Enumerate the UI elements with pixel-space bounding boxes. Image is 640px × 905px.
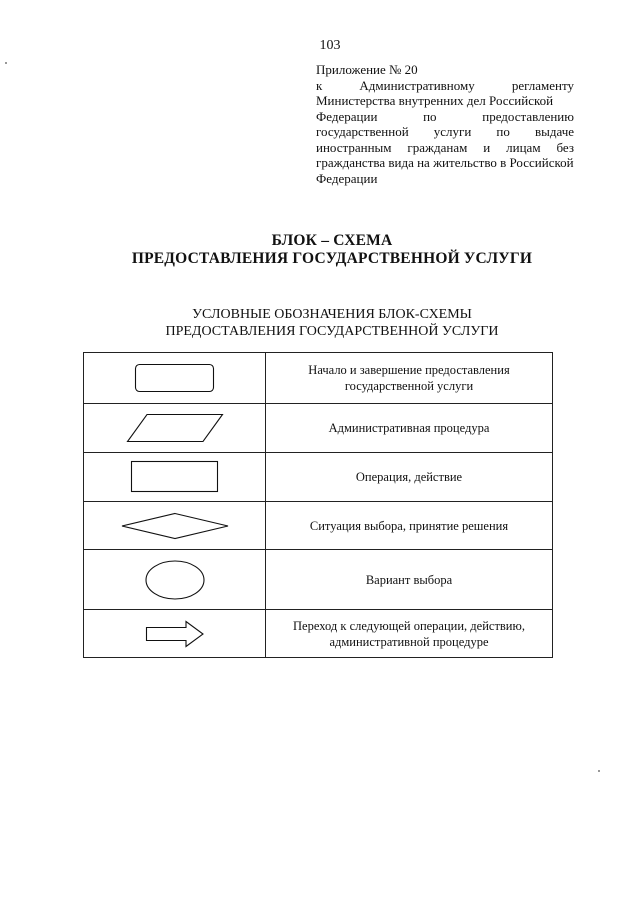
annex-header: [316, 62, 574, 186]
diamond-icon: [119, 511, 231, 541]
legend-description: Переход к следующей операции, действию, административной процедуре: [266, 610, 553, 658]
annex-word: выдаче: [534, 124, 574, 139]
legend-table: [83, 352, 553, 658]
title-line-1: БЛОК – СХЕМА: [271, 232, 393, 249]
annex-line: [316, 109, 574, 125]
annex-word: регламенту: [511, 77, 574, 93]
annex-word: Федерации: [316, 108, 378, 124]
annex-word: государственной: [316, 124, 409, 139]
annex-word: по: [423, 108, 437, 124]
title-line-2: ПРЕДОСТАВЛЕНИЯ ГОСУДАРСТВЕННОЙ УСЛУГИ: [131, 250, 533, 267]
legend-description: Ситуация выбора, принятие решения: [266, 502, 553, 550]
scan-speck: [598, 770, 600, 772]
legend-row: [84, 453, 553, 502]
annex-line: [316, 124, 574, 140]
legend-row: [84, 502, 553, 550]
legend-row: [84, 404, 553, 453]
legend-title: [0, 306, 640, 340]
arrow-icon: [144, 619, 206, 649]
rounded-rectangle-icon: [134, 361, 216, 395]
annex-word: гражданства вида на жительство в Российской: [316, 155, 574, 170]
legend-symbol-cell: [84, 610, 266, 658]
legend-symbol-cell: [84, 453, 266, 502]
page-title: [0, 232, 640, 268]
legend-row: [84, 353, 553, 404]
annex-line: [316, 171, 574, 187]
annex-word: к: [316, 77, 323, 93]
legend-symbol-cell: [84, 353, 266, 404]
annex-word: Министерства внутренних дел Российской: [316, 93, 554, 108]
annex-word: гражданам: [407, 139, 468, 155]
annex-line: [316, 140, 574, 156]
annex-word: по: [496, 124, 510, 139]
annex-line: [316, 155, 574, 171]
legend-description: Операция, действие: [266, 453, 553, 502]
annex-word: без: [556, 139, 574, 155]
legend-description: Начало и завершение предоставления государственной услуги: [266, 353, 553, 404]
annex-word: услуги: [433, 124, 472, 139]
annex-word: Административному: [359, 77, 475, 93]
rectangle-icon: [129, 459, 221, 495]
annex-word: и: [483, 139, 491, 155]
legend-description: Вариант выбора: [266, 550, 553, 610]
legend-title-line-2: ПРЕДОСТАВЛЕНИЯ ГОСУДАРСТВЕННОЙ УСЛУГИ: [165, 324, 499, 339]
legend-title-line-1: УСЛОВНЫЕ ОБОЗНАЧЕНИЯ БЛОК-СХЕМЫ: [192, 307, 472, 322]
annex-word: иностранным: [316, 139, 392, 155]
legend-row: [84, 550, 553, 610]
annex-word: Федерации: [316, 170, 378, 186]
parallelogram-icon: [125, 412, 225, 444]
annex-word: лицам: [506, 139, 541, 155]
page-number: 103: [319, 38, 341, 53]
legend-symbol-cell: [84, 550, 266, 610]
legend-symbol-cell: [84, 502, 266, 550]
annex-line: [316, 78, 574, 94]
annex-title: Приложение № 20: [316, 62, 418, 77]
legend-symbol-cell: [84, 404, 266, 453]
legend-description: Административная процедура: [266, 404, 553, 453]
annex-line: [316, 93, 574, 109]
scan-speck: [5, 62, 7, 64]
annex-word: предоставлению: [482, 108, 574, 124]
legend-row: [84, 610, 553, 658]
ellipse-icon: [143, 558, 207, 602]
